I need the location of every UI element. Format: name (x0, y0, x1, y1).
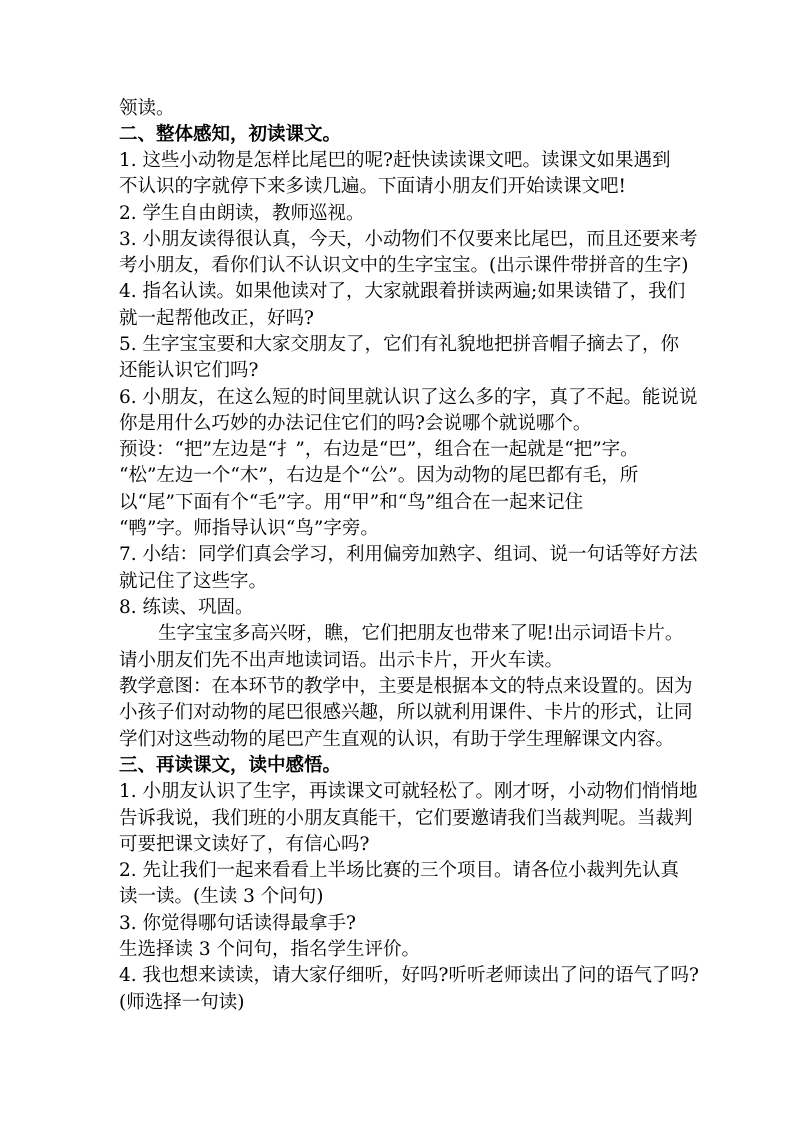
text-line: 生字宝宝多高兴呀，瞧，它们把朋友也带来了呢!出示词语卡片。 (158, 623, 684, 644)
text-line: 就记住了这些字。 (119, 571, 268, 592)
text-line: 1. 这些小动物是怎样比尾巴的呢?赶快读读课文吧。读课文如果遇到 (119, 150, 671, 171)
text-line: 6. 小朋友，在这么短的时间里就认识了这么多的字，真了不起。能说说 (119, 387, 698, 408)
text-line: 4. 指名认读。如果他读对了，大家就跟着拼读两遍;如果读错了，我们 (119, 281, 686, 302)
text-line: 以“尾”下面有个“毛”字。用“甲”和“鸟”组合在一起来记住 (119, 492, 584, 513)
text-line: 小孩子们对动物的尾巴很感兴趣，所以就利用课件、卡片的形式，让同 (119, 702, 693, 723)
text-line: 教学意图：在本环节的教学中，主要是根据本文的特点来设置的。因为 (119, 676, 693, 697)
text-line: 你是用什么巧妙的办法记住它们的吗?会说哪个就说哪个。 (119, 413, 592, 434)
text-line: 2. 学生自由朗读，教师巡视。 (119, 203, 365, 224)
text-line: 学们对这些动物的尾巴产生直观的认识，有助于学生理解课文内容。 (119, 729, 675, 750)
text-line: 还能认识它们吗? (119, 360, 259, 381)
text-line: 1. 小朋友认识了生字，再读课文可就轻松了。刚才呀，小动物们悄悄地 (119, 781, 698, 802)
text-line: 3. 小朋友读得很认真，今天，小动物们不仅要来比尾巴，而且还要来考 (119, 229, 698, 250)
text-line: 考小朋友，看你们认不认识文中的生字宝宝。(出示课件带拼音的生字) (119, 255, 689, 276)
text-line: 2. 先让我们一起来看看上半场比赛的三个项目。请各位小裁判先认真 (119, 860, 680, 881)
text-line: 请小朋友们先不出声地读词语。出示卡片，开火车读。 (119, 650, 564, 671)
text-line: 可要把课文读好了，有信心吗? (119, 834, 370, 855)
text-line: 就一起帮他改正，好吗? (119, 308, 314, 329)
text-line: “鸭”字。师指导认识“鸟”字旁。 (119, 518, 379, 539)
text-line: 生选择读 3 个问句，指名学生评价。 (119, 939, 421, 960)
text-line: 8. 练读、巩固。 (119, 597, 254, 618)
section-heading: 三、再读课文，读中感悟。 (119, 755, 342, 776)
text-line: 告诉我说，我们班的小朋友真能干，它们要邀请我们当裁判呢。当裁判 (119, 808, 693, 829)
text-line: 4. 我也想来读读，请大家仔细听，好吗?听听老师读出了问的语气了吗? (119, 965, 699, 986)
text-line: 5. 生字宝宝要和大家交朋友了，它们有礼貌地把拼音帽子摘去了，你 (119, 334, 680, 355)
text-line: (师选择一句读) (119, 992, 245, 1013)
text-line: 读一读。(生读 3 个问句) (119, 886, 324, 907)
text-line: 预设：“把”左边是“扌”，右边是“巴”，组合在一起就是“把”字。 (119, 439, 639, 460)
text-line: 领读。 (119, 98, 175, 119)
section-heading: 二、整体感知，初读课文。 (119, 124, 342, 145)
text-line: 7. 小结：同学们真会学习，利用偏旁加熟字、组词、说一句话等好方法 (119, 544, 698, 565)
text-line: 不认识的字就停下来多读几遍。下面请小朋友们开始读课文吧! (119, 176, 626, 197)
text-line: “松”左边一个“木”，右边是个“公”。因为动物的尾巴都有毛，所 (119, 465, 639, 486)
text-line: 3. 你觉得哪句话读得最拿手? (119, 913, 356, 934)
